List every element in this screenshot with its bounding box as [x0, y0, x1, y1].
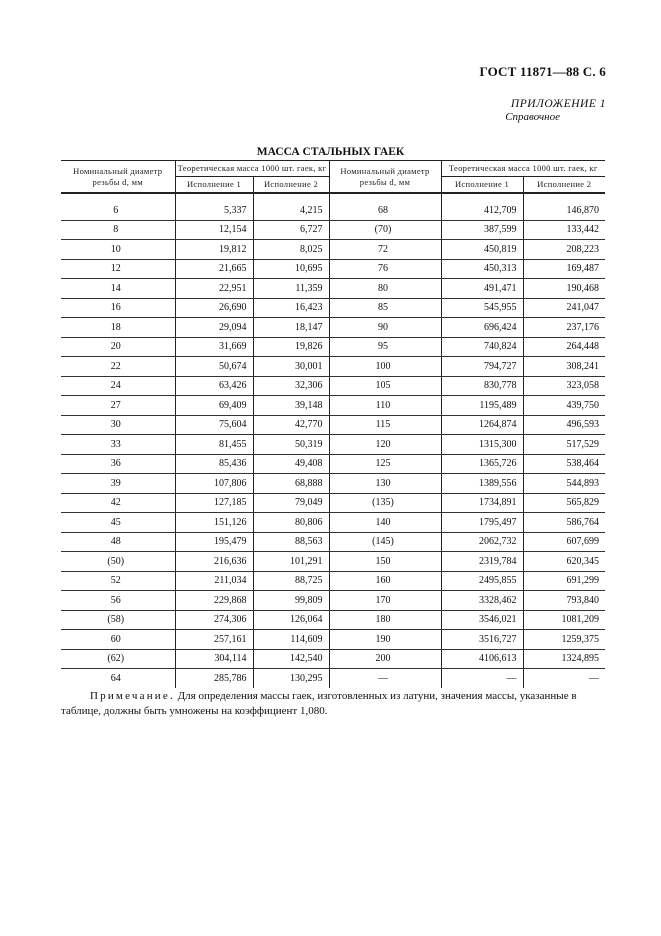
cell-diameter-right: 95 — [329, 337, 441, 357]
cell-diameter-left: 16 — [61, 298, 175, 318]
cell-mass-v1-right: 4106,613 — [441, 649, 523, 669]
cell-mass-v2-right: 323,058 — [523, 376, 605, 396]
table-row — [61, 649, 605, 669]
cell-mass-v1-right: 387,599 — [441, 220, 523, 240]
cell-mass-v2-left: 126,064 — [253, 610, 329, 630]
cell-mass-v2-right: 264,448 — [523, 337, 605, 357]
cell-diameter-left: 64 — [110, 672, 121, 684]
cell-mass-v1-left: 211,034 — [175, 571, 253, 591]
cell-diameter-left: 39 — [61, 474, 175, 494]
cell-diameter-left: 42 — [61, 493, 175, 513]
cell-mass-v2-left: 30,001 — [253, 357, 329, 377]
cell-mass-v1-right: 2495,855 — [441, 571, 523, 591]
cell-mass-v2-left: 49,408 — [253, 454, 329, 474]
steel-nuts-mass-table — [61, 160, 605, 688]
cell-mass-v2-left: 88,563 — [253, 532, 329, 552]
cell-mass-v1-right: 3328,462 — [441, 591, 523, 611]
cell-diameter-left: 52 — [61, 571, 175, 591]
cell-mass-v1-left: 26,690 — [175, 298, 253, 318]
cell-mass-v1-left: 5,337 — [175, 201, 253, 220]
header-variant2-right: Исполнение 2 — [523, 177, 605, 194]
cell-diameter-right: 140 — [329, 513, 441, 533]
cell-mass-v1-right: 545,955 — [441, 298, 523, 318]
table-row — [61, 532, 605, 552]
table-row — [61, 552, 605, 572]
cell-mass-v2-right: 439,750 — [523, 396, 605, 416]
table-row — [61, 669, 605, 688]
cell-diameter-right: 80 — [329, 279, 441, 299]
cell-diameter-left: 8 — [61, 220, 175, 240]
cell-mass-v2-right: — — [523, 669, 605, 688]
table-row — [61, 396, 605, 416]
cell-mass-v2-left: 99,809 — [253, 591, 329, 611]
cell-diameter-right: — — [329, 669, 441, 688]
cell-diameter-right: 72 — [329, 240, 441, 260]
document-code: ГОСТ 11871—88 С. 6 — [479, 64, 606, 79]
cell-mass-v2-left: 42,770 — [253, 415, 329, 435]
cell-mass-v1-left: 31,669 — [175, 337, 253, 357]
cell-diameter-right: 130 — [329, 474, 441, 494]
cell-mass-v2-right: 133,442 — [523, 220, 605, 240]
cell-mass-v2-right: 607,699 — [523, 532, 605, 552]
table-row — [61, 357, 605, 377]
cell-mass-v2-right: 565,829 — [523, 493, 605, 513]
cell-diameter-right: 120 — [329, 435, 441, 455]
table-title: МАССА СТАЛЬНЫХ ГАЕК — [256, 146, 405, 158]
cell-mass-v2-left: 18,147 — [253, 318, 329, 338]
table-row — [61, 376, 605, 396]
cell-diameter-right: 150 — [329, 552, 441, 572]
cell-mass-v1-left: 304,114 — [175, 649, 253, 669]
header-variant1-left: Исполнение 1 — [175, 177, 253, 194]
cell-mass-v1-right: 740,824 — [441, 337, 523, 357]
header-mass-right: Теоретическая масса 1000 шт. гаек, кг — [441, 161, 605, 177]
cell-mass-v1-left: 12,154 — [175, 220, 253, 240]
cell-mass-v2-left: 16,423 — [253, 298, 329, 318]
table-row — [61, 630, 605, 650]
cell-diameter-left: 12 — [61, 259, 175, 279]
cell-mass-v1-left: 257,161 — [175, 630, 253, 650]
cell-mass-v1-left: 19,812 — [175, 240, 253, 260]
table-row — [61, 337, 605, 357]
cell-mass-v1-right: — — [441, 669, 523, 688]
cell-mass-v1-left: 75,604 — [175, 415, 253, 435]
cell-mass-v1-left: 29,094 — [175, 318, 253, 338]
cell-diameter-left: 36 — [61, 454, 175, 474]
cell-diameter-left: 27 — [61, 396, 175, 416]
cell-mass-v2-left: 4,215 — [253, 201, 329, 220]
cell-mass-v1-right: 450,819 — [441, 240, 523, 260]
header-mass-left: Теоретическая масса 1000 шт. гаек, кг — [175, 161, 329, 177]
table-row — [61, 318, 605, 338]
cell-mass-v1-left: 22,951 — [175, 279, 253, 299]
table-row — [61, 240, 605, 260]
table-row — [61, 571, 605, 591]
cell-mass-v2-left: 11,359 — [253, 279, 329, 299]
cell-mass-v1-left: 151,126 — [175, 513, 253, 533]
cell-diameter-left: 22 — [61, 357, 175, 377]
cell-diameter-right: 105 — [329, 376, 441, 396]
cell-mass-v1-right: 412,709 — [441, 201, 523, 220]
cell-mass-v2-left: 68,888 — [253, 474, 329, 494]
cell-mass-v1-left: 195,479 — [175, 532, 253, 552]
cell-mass-v1-left: 69,409 — [175, 396, 253, 416]
table-row — [61, 279, 605, 299]
cell-diameter-left: 10 — [61, 240, 175, 260]
header-variant1-right: Исполнение 1 — [441, 177, 523, 194]
cell-mass-v2-right: 538,464 — [523, 454, 605, 474]
cell-diameter-left: 18 — [61, 318, 175, 338]
cell-mass-v2-right: 1081,209 — [523, 610, 605, 630]
cell-mass-v1-right: 1365,726 — [441, 454, 523, 474]
cell-mass-v2-right: 620,345 — [523, 552, 605, 572]
cell-mass-v2-right: 691,299 — [523, 571, 605, 591]
cell-mass-v2-right: 308,241 — [523, 357, 605, 377]
cell-diameter-left: 20 — [61, 337, 175, 357]
spacer-row — [61, 193, 605, 201]
cell-diameter-left: 60 — [61, 630, 175, 650]
cell-diameter-left: 6 — [61, 201, 175, 220]
table-row — [61, 220, 605, 240]
cell-mass-v2-right: 169,487 — [523, 259, 605, 279]
cell-mass-v2-right: 208,223 — [523, 240, 605, 260]
cell-mass-v1-right: 3546,021 — [441, 610, 523, 630]
cell-diameter-right: 160 — [329, 571, 441, 591]
cell-mass-v2-left: 130,295 — [253, 669, 329, 688]
cell-mass-v1-left: 81,455 — [175, 435, 253, 455]
cell-mass-v2-left: 101,291 — [253, 552, 329, 572]
cell-diameter-right: 68 — [329, 201, 441, 220]
appendix-type: Справочное — [505, 111, 560, 123]
table-row — [61, 201, 605, 220]
cell-diameter-right: 180 — [329, 610, 441, 630]
note-label: Примечание. — [90, 690, 175, 702]
cell-mass-v2-left: 32,306 — [253, 376, 329, 396]
cell-diameter-right: (145) — [329, 532, 441, 552]
cell-diameter-right: 110 — [329, 396, 441, 416]
cell-diameter-left: 30 — [61, 415, 175, 435]
cell-mass-v2-right: 190,468 — [523, 279, 605, 299]
cell-mass-v2-right: 496,593 — [523, 415, 605, 435]
cell-diameter-left: 24 — [61, 376, 175, 396]
header-diameter-right: Номинальный диаметр резьбы d, мм — [329, 161, 441, 194]
cell-mass-v1-left: 21,665 — [175, 259, 253, 279]
cell-mass-v1-right: 1389,556 — [441, 474, 523, 494]
cell-mass-v2-right: 793,840 — [523, 591, 605, 611]
cell-mass-v1-right: 2319,784 — [441, 552, 523, 572]
cell-mass-v1-left: 63,426 — [175, 376, 253, 396]
cell-diameter-left: 48 — [61, 532, 175, 552]
cell-mass-v2-left: 8,025 — [253, 240, 329, 260]
cell-mass-v2-right: 146,870 — [523, 201, 605, 220]
cell-mass-v2-right: 544,893 — [523, 474, 605, 494]
cell-mass-v2-right: 517,529 — [523, 435, 605, 455]
cell-mass-v2-left: 80,806 — [253, 513, 329, 533]
cell-mass-v1-right: 1264,874 — [441, 415, 523, 435]
table-row — [61, 454, 605, 474]
cell-mass-v2-left: 114,609 — [253, 630, 329, 650]
cell-diameter-right: 115 — [329, 415, 441, 435]
cell-diameter-left: (58) — [61, 610, 175, 630]
cell-mass-v1-right: 1315,300 — [441, 435, 523, 455]
cell-mass-v2-left: 39,148 — [253, 396, 329, 416]
cell-mass-v1-right: 3516,727 — [441, 630, 523, 650]
cell-mass-v2-left: 142,540 — [253, 649, 329, 669]
cell-diameter-right: (70) — [329, 220, 441, 240]
header-diameter-left: Номинальный диаметр резьбы d, мм — [61, 161, 175, 194]
cell-mass-v2-right: 1324,895 — [523, 649, 605, 669]
cell-mass-v1-right: 1734,891 — [441, 493, 523, 513]
cell-mass-v1-right: 1195,489 — [441, 396, 523, 416]
cell-diameter-right: 200 — [329, 649, 441, 669]
cell-diameter-left: 14 — [61, 279, 175, 299]
table-row — [61, 415, 605, 435]
cell-mass-v2-right: 586,764 — [523, 513, 605, 533]
cell-mass-v1-right: 830,778 — [441, 376, 523, 396]
cell-diameter-right: 190 — [329, 630, 441, 650]
cell-diameter-left: 33 — [61, 435, 175, 455]
cell-mass-v1-left: 285,786 — [175, 669, 253, 688]
cell-mass-v1-left: 85,436 — [175, 454, 253, 474]
cell-diameter-right: 76 — [329, 259, 441, 279]
cell-mass-v1-left: 274,306 — [175, 610, 253, 630]
cell-mass-v1-right: 794,727 — [441, 357, 523, 377]
cell-mass-v2-right: 237,176 — [523, 318, 605, 338]
cell-diameter-right: 100 — [329, 357, 441, 377]
table-row — [61, 298, 605, 318]
cell-mass-v1-left: 216,636 — [175, 552, 253, 572]
cell-mass-v2-left: 19,826 — [253, 337, 329, 357]
cell-mass-v2-left: 10,695 — [253, 259, 329, 279]
cell-diameter-right: 170 — [329, 591, 441, 611]
cell-mass-v1-right: 450,313 — [441, 259, 523, 279]
table-row — [61, 259, 605, 279]
note-text: Для определения массы гаек, изготовленных из латуни, значения массы, указанные в таблице, должны быть умножены на коэффициент 1,080. — [61, 690, 577, 717]
cell-mass-v2-left: 6,727 — [253, 220, 329, 240]
table-row — [61, 493, 605, 513]
cell-mass-v1-right: 1795,497 — [441, 513, 523, 533]
cell-mass-v2-right: 241,047 — [523, 298, 605, 318]
table-row — [61, 474, 605, 494]
cell-diameter-left: (62) — [61, 649, 175, 669]
table-row — [61, 591, 605, 611]
cell-mass-v2-left: 50,319 — [253, 435, 329, 455]
cell-diameter-right: 85 — [329, 298, 441, 318]
note-paragraph — [61, 689, 606, 719]
table-row — [61, 513, 605, 533]
cell-diameter-right: (135) — [329, 493, 441, 513]
cell-mass-v2-right: 1259,375 — [523, 630, 605, 650]
table-row — [61, 610, 605, 630]
cell-diameter-right: 125 — [329, 454, 441, 474]
cell-diameter-left: (50) — [61, 552, 175, 572]
cell-mass-v1-left: 229,868 — [175, 591, 253, 611]
cell-mass-v1-right: 2062,732 — [441, 532, 523, 552]
cell-mass-v1-left: 107,806 — [175, 474, 253, 494]
cell-mass-v2-left: 88,725 — [253, 571, 329, 591]
table-row — [61, 435, 605, 455]
appendix-label: ПРИЛОЖЕНИЕ 1 — [510, 98, 606, 110]
cell-mass-v1-right: 696,424 — [441, 318, 523, 338]
cell-mass-v1-left: 127,185 — [175, 493, 253, 513]
cell-mass-v2-left: 79,049 — [253, 493, 329, 513]
cell-diameter-left: 56 — [61, 591, 175, 611]
table-body — [61, 193, 605, 688]
header-variant2-left: Исполнение 2 — [253, 177, 329, 194]
cell-diameter-right: 90 — [329, 318, 441, 338]
cell-mass-v1-left: 50,674 — [175, 357, 253, 377]
cell-diameter-left: 45 — [61, 513, 175, 533]
cell-mass-v1-right: 491,471 — [441, 279, 523, 299]
